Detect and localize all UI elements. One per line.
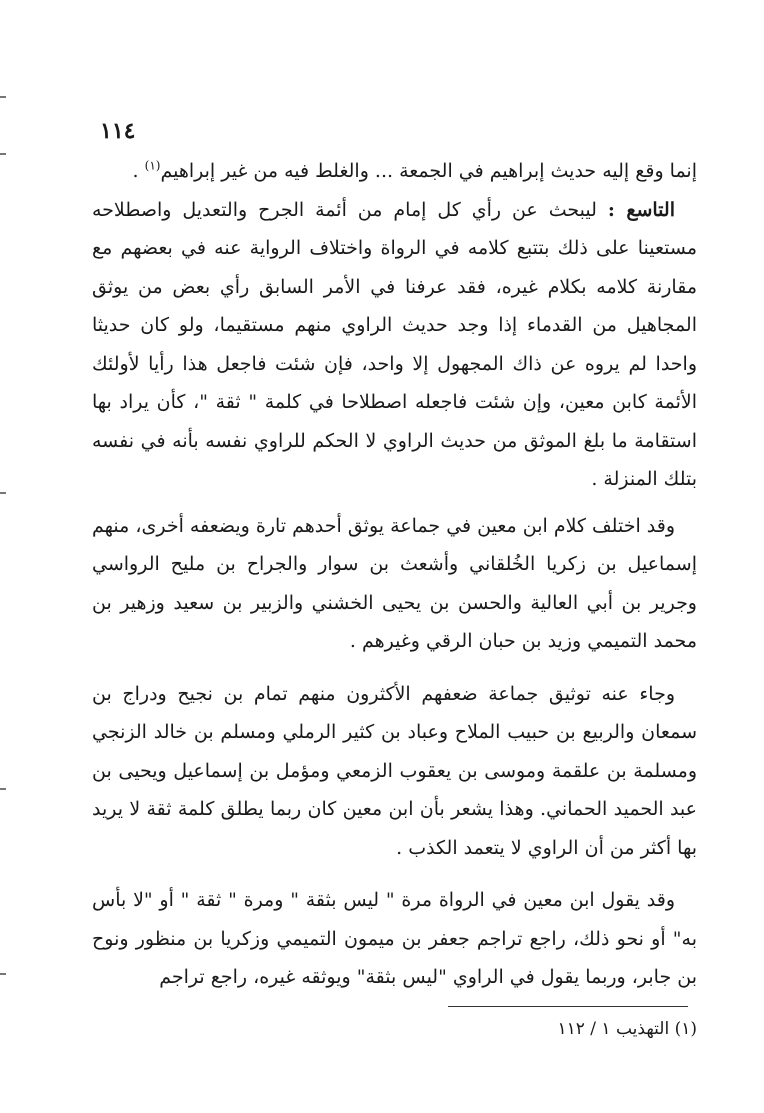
- paragraph-text: وقد يقول ابن معين في الرواة مرة " ليس بثقة " ومرة " ثقة " أو "لا بأس به" أو نحو ذلك، راجع تراجم جعفر بن ميمون التميمي وزكريا بن منظور ونوح بن جابر، وربما يقول في الراوي "ليس بثقة" ويوثقه غيره، راجع تراجم: [92, 889, 697, 988]
- scan-margin-mark: [0, 788, 6, 790]
- scan-margin-mark: [0, 96, 6, 98]
- paragraph-text: ليبحث عن رأي كل إمام من أئمة الجرح والتعديل واصطلاحه مستعينا على ذلك بتتبع كلامه في الرواة واختلاف الرواية عنه في بعضهم مع مقارنة كلامه بكلام غيره، فقد عرفنا في الأمر السابق رأي بعض من يوثق المجاهيل من القدماء إذا وجد حديث الراوي منهم مستقيما، ولو كان حديثا واحدا لم يروه عن ذاك المجهول إلا واحد، فإن شئت فاجعل هذا رأيا لأولئك الأئمة كابن معين، وإن شئت فاجعله اصطلاحا في كلمة " ثقة "، كأن يراد بها استقامة ما بلغ الموثق من حديث الراوي لا الحكم للراوي نفسه بأنه في نفسه بتلك المنزلة .: [92, 198, 697, 490]
- scan-margin-mark: [0, 492, 6, 494]
- paragraph: [92, 881, 697, 997]
- page-body: [92, 152, 697, 997]
- page-number: ١١٤: [100, 118, 136, 144]
- paragraph: [92, 191, 697, 499]
- footnote-separator: [448, 1006, 688, 1007]
- paragraph: [92, 152, 697, 191]
- footnote: (١) التهذيب ١ / ١١٢: [557, 1019, 697, 1039]
- paragraph-text: وجاء عنه توثيق جماعة ضعفهم الأكثرون منهم تمام بن نجيح ودراج بن سمعان والربيع بن حبيب الملاح وعباد بن كثير الرملي ومسلم بن خالد الزنجي ومسلمة بن علقمة وموسى بن يعقوب الزمعي ومؤمل بن إسماعيل ويحيى بن عبد الحميد الحماني. وهذا يشعر بأن ابن معين كان ربما يطلق كلمة ثقة لا يريد بها أكثر من أن الراوي لا يتعمد الكذب .: [92, 682, 697, 859]
- paragraph: [92, 507, 697, 661]
- footnote-marker: (١): [144, 158, 161, 173]
- paragraph-text: وقد اختلف كلام ابن معين في جماعة يوثق أحدهم تارة ويضعفه أخرى، منهم إسماعيل بن زكريا الخُلقاني وأشعث بن سوار والجراح بن مليح الرواسي وجرير بن أبي العالية والحسن بن يحيى الخشني والزبير بن سعيد وزهير بن محمد التميمي وزيد بن حبان الرقي وغيرهم .: [92, 514, 697, 652]
- paragraph-tail: .: [132, 160, 145, 182]
- paragraph: [92, 675, 697, 868]
- paragraph-text: إنما وقع إليه حديث إبراهيم في الجمعة ... والغلط فيه من غير إبراهيم: [160, 160, 697, 182]
- scan-margin-mark: [0, 153, 6, 155]
- scan-margin-mark: [0, 973, 6, 975]
- paragraph-lead: التاسع :: [607, 198, 675, 221]
